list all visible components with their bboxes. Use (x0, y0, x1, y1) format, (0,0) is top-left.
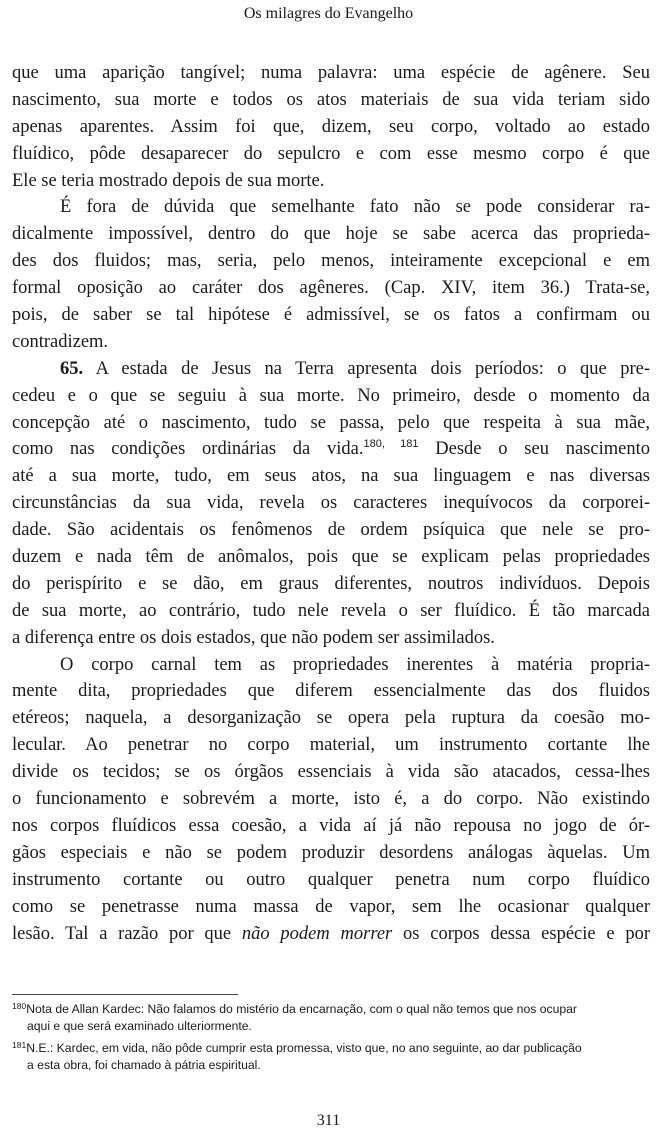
footnote-divider (12, 994, 238, 995)
text-line (12, 921, 650, 948)
line-text: circunstâncias da sua vida, revela os caracteres inequívocos da corporei- (12, 493, 650, 514)
line-text: dade. São acidentais os fenômenos de ordem psíquica que nele se pro- (12, 520, 650, 541)
footnote-line (12, 1018, 650, 1035)
text-line (12, 840, 650, 867)
text-line (12, 786, 650, 813)
footnote-marker: 181 (12, 1040, 27, 1050)
text-line (12, 490, 650, 517)
text-line (12, 894, 650, 921)
text-line (12, 544, 650, 571)
footnote-text: aqui e que será examinado ulteriormente. (27, 1019, 252, 1033)
line-text: nos corpos fluídicos essa coesão, a vida aí já não repousa no jogo de ór- (12, 815, 650, 836)
line-text: É fora de dúvida que semelhante fato não se pode considerar ra- (60, 197, 650, 218)
text-line (12, 114, 650, 141)
text-line (12, 383, 650, 410)
line-text: Ele se teria mostrado depois de sua morte. (12, 170, 325, 191)
line-text: divide os tecidos; se os órgãos essenciais à vida são atacados, cessa-lhes (12, 762, 650, 783)
line-text: mente dita, propriedades que diferem essencialmente das dos fluidos (12, 681, 650, 702)
text-line (12, 678, 650, 705)
footnote-text: Nota de Allan Kardec: Não falamos do mistério da encarnação, com o qual não temos que nos ocupar (26, 1002, 577, 1016)
text-line (12, 705, 650, 732)
text-line (12, 221, 650, 248)
text-line (12, 813, 650, 840)
line-text: A estada de Jesus na Terra apresenta dois períodos: o que pre- (95, 358, 650, 379)
emphasis-text: não podem morrer (241, 923, 393, 944)
line-text: O corpo carnal tem as propriedades inerentes à matéria propria- (60, 654, 650, 675)
line-text: do perispírito e se dão, em graus diferentes, noutros indivíduos. Depois (12, 573, 650, 594)
footnotes (12, 1001, 650, 1079)
line-text: até a sua morte, tudo, em seus atos, na sua linguagem e nas diversas (12, 466, 650, 487)
line-text: dicalmente impossível, dentro do que hoje se sabe acerca das proprieda- (12, 224, 650, 245)
text-line (12, 598, 650, 625)
text-line (12, 436, 650, 463)
line-text: lesão. Tal a razão por que (12, 923, 232, 944)
text-line (12, 759, 650, 786)
line-text: a diferença entre os dois estados, que não podem ser assimilados. (12, 627, 495, 648)
text-line (12, 652, 650, 679)
line-text: Desde o seu nascimento (418, 439, 650, 460)
line-text: formal oposição ao caráter dos agêneres. (Cap. XIV, item 36.) Trata-se, (12, 278, 650, 299)
text-line (12, 194, 650, 221)
text-line (12, 87, 650, 114)
running-title: Os milagres do Evangelho (243, 5, 414, 22)
text-line (12, 517, 650, 544)
line-text: os corpos dessa espécie e por (392, 923, 650, 944)
text-line (12, 356, 650, 383)
line-text: contradizem. (12, 331, 109, 352)
footnote-line (12, 1057, 650, 1074)
text-line (12, 168, 650, 195)
text-line (12, 329, 650, 356)
line-text: concepção até o nascimento, tudo se passa, pelo que respeita à sua mãe, (12, 412, 650, 433)
line-text: como se penetrasse numa massa de vapor, sem lhe ocasionar qualquer (12, 896, 650, 917)
text-line (12, 410, 650, 437)
text-line (12, 60, 650, 87)
line-text: de sua morte, ao contrário, tudo nele revela o ser fluídico. É tão marcada (12, 600, 650, 621)
text-line (12, 463, 650, 490)
text-line (12, 571, 650, 598)
section-number: 65. (60, 358, 84, 379)
text-line (12, 248, 650, 275)
line-text: pois, de saber se tal hipótese é admissível, se os fatos a confirmam ou (12, 305, 650, 326)
line-text: duzem e nada têm de anômalos, pois que se explicam pelas propriedades (12, 547, 650, 568)
footnote-line (12, 1001, 650, 1018)
footnote-marker: 180 (12, 1001, 27, 1011)
line-text: instrumento cortante ou outro qualquer penetra num corpo fluídico (12, 869, 650, 890)
text-line (12, 867, 650, 894)
line-text: que uma aparição tangível; numa palavra: uma espécie de agênere. Seu (12, 63, 650, 83)
line-text: como nas condições ordinárias da vida. (12, 439, 364, 460)
text-line (12, 302, 650, 329)
body-text (12, 60, 650, 947)
text-line (12, 141, 650, 168)
line-text: apenas aparentes. Assim foi que, dizem, seu corpo, voltado ao estado (12, 116, 650, 137)
footnote-reference[interactable]: 180, 181 (363, 438, 419, 451)
line-text: lecular. Ao penetrar no corpo material, um instrumento cortante lhe (12, 735, 650, 756)
line-text: o funcionamento e sobrevém a morte, isto é, a do corpo. Não existindo (12, 789, 650, 810)
footnote-181 (12, 1040, 650, 1074)
footnote-line (12, 1040, 650, 1057)
page-number: 311 (316, 1112, 341, 1129)
line-text: nascimento, sua morte e todos os atos materiais de sua vida teriam sido (12, 89, 650, 110)
text-line (12, 275, 650, 302)
text-line (12, 732, 650, 759)
footnote-text: a esta obra, foi chamado à pátria espiritual. (27, 1058, 261, 1072)
line-text: gãos especiais e não se podem produzir desordens análogas àquelas. Um (12, 842, 650, 863)
line-text: des dos fluidos; mas, seria, pelo menos, inteiramente excepcional e em (12, 251, 650, 272)
line-text: cedeu e o que se seguiu à sua morte. No primeiro, desde o momento da (12, 385, 650, 406)
line-text: etéreos; naquela, a desorganização se opera pela ruptura da coesão mo- (12, 708, 650, 729)
footnote-text: N.E.: Kardec, em vida, não pôde cumprir esta promessa, visto que, no ano seguinte, ao dar publicação (26, 1041, 582, 1055)
line-text: fluídico, pôde desaparecer do sepulcro e com esse mesmo corpo é que (12, 143, 650, 164)
text-line (12, 625, 650, 652)
footnote-180 (12, 1001, 650, 1035)
